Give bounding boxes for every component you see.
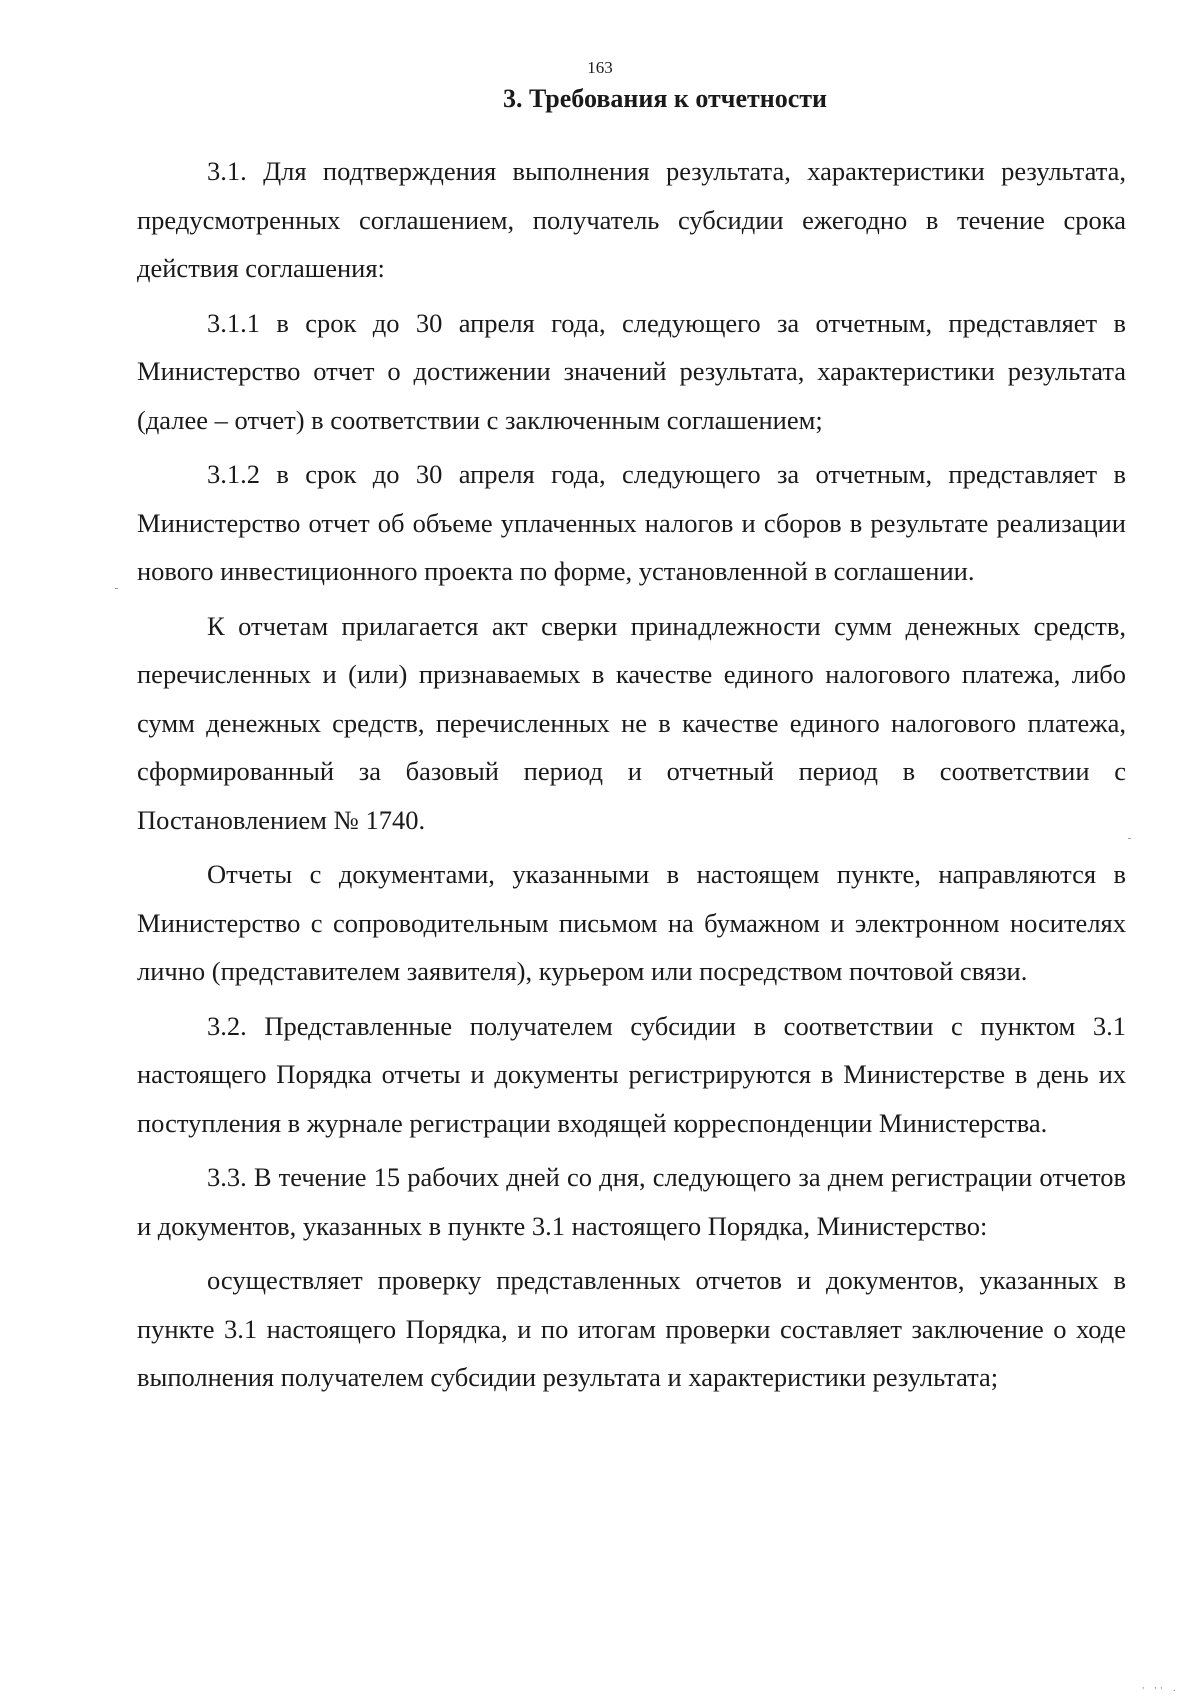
paragraph-attachments: К отчетам прилагается акт сверки принадлежности сумм денежных средств, перечисленных и (или) признаваемых в качестве единого налогового платежа, либо сумм денежных средств, перечисленных не в качестве единого налогового платежа, сформированный за базовый период и отчетный период в соответствии с Постановлением № 1740. [137, 610, 1126, 835]
paragraph-verification: осуществляет проверку представленных отчетов и документов, указанных в пункте 3.1 настоящего Порядка, и по итогам проверки составляет заключение о ходе выполнения получателем субсидии результата и характеристики результата; [137, 1265, 1126, 1392]
paragraph-3-1-1: 3.1.1 в срок до 30 апреля года, следующего за отчетным, представляет в Министерство отчет о достижении значений результата, характеристики результата (далее – отчет) в соответствии с заключенным соглашением; [137, 307, 1126, 435]
paragraph-3-1: 3.1. Для подтверждения выполнения результата, характеристики результата, предусмотренных соглашением, получатель субсидии ежегодно в течение срока действия соглашения: [137, 156, 1126, 283]
section-title: 3. Требования к отчетности [502, 84, 828, 113]
scan-artifact [115, 588, 118, 589]
document-body [137, 147, 1126, 1408]
paragraph-3-2: 3.2. Представленные получателем субсидии в соответствии с пунктом 3.1 настоящего Порядка отчеты и документы регистрируются в Министерстве в день их поступления в журнале регистрации входящей корреспонденции Министерства. [137, 1010, 1126, 1138]
scan-corner-mark: ' '' · [1142, 1686, 1180, 1697]
paragraph-3-1-2: 3.1.2 в срок до 30 апреля года, следующего за отчетным, представляет в Министерство отчет об объеме уплаченных налогов и сборов в результате реализации нового инвестиционного проекта по форме, установленной в соглашении. [137, 459, 1126, 586]
paragraph-3-3: 3.3. В течение 15 рабочих дней со дня, следующего за днем регистрации отчетов и документов, указанных в пункте 3.1 настоящего Порядка, Министерство: [137, 1162, 1126, 1241]
paragraph-submission: Отчеты с документами, указанными в настоящем пункте, направляются в Министерство с сопроводительным письмом на бумажном и электронном носителях лично (представителем заявителя), курьером или посредством почтовой связи. [137, 859, 1126, 986]
scan-artifact [1128, 838, 1131, 839]
page-number: 163 [587, 58, 613, 77]
